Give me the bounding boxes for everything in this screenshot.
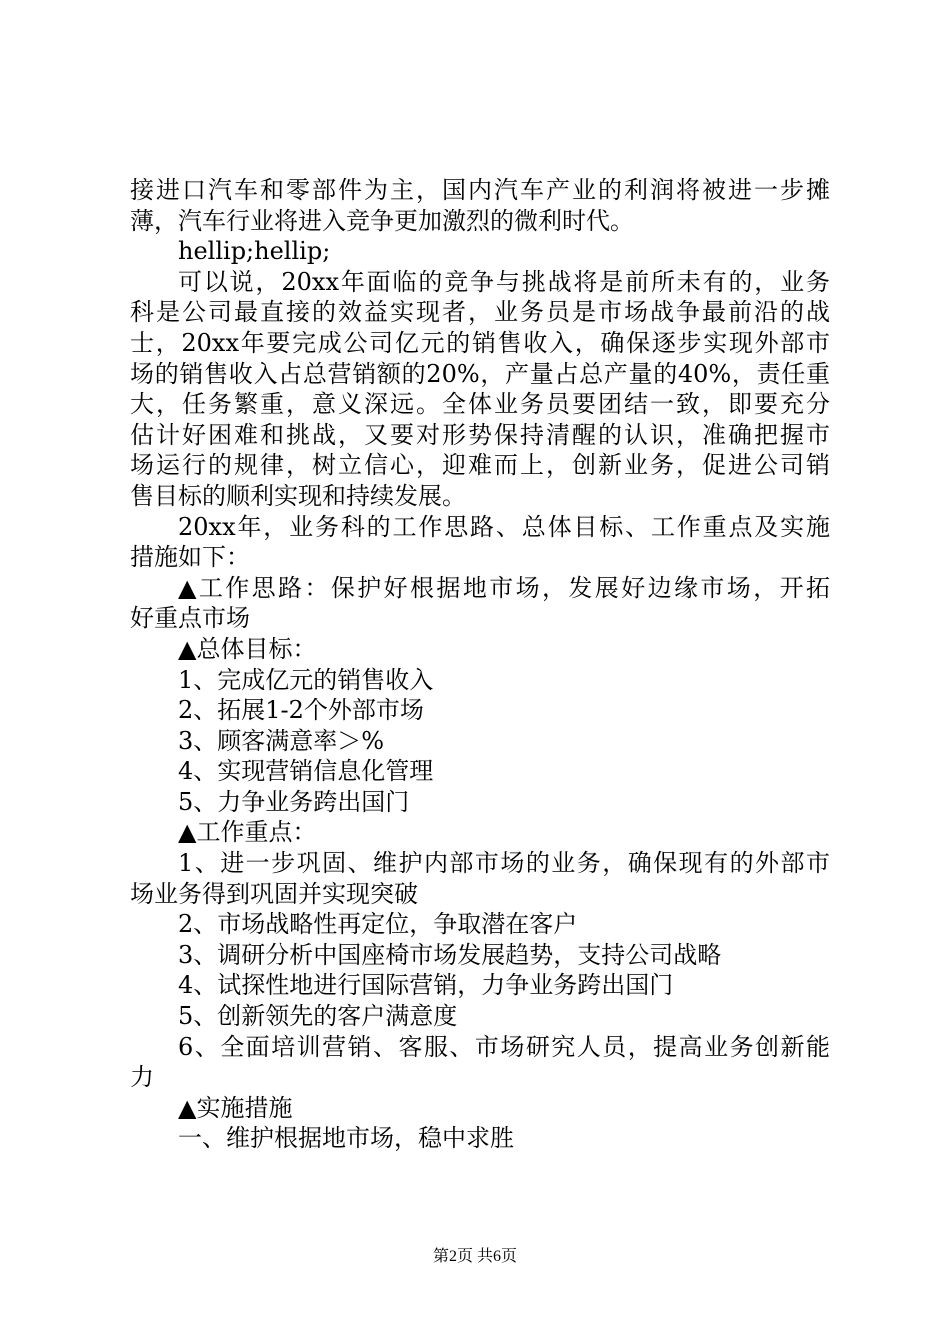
page-footer: 第2页 共6页	[432, 1248, 517, 1265]
text-line: 可以说，20xx年面临的竞争与挑战将是前所未有的，业务	[178, 267, 830, 296]
text-line: 力	[130, 1063, 154, 1092]
paragraph	[130, 175, 830, 236]
text-line: 薄，汽车行业将进入竞争更加激烈的微利时代。	[130, 206, 634, 235]
paragraph	[130, 1001, 830, 1032]
text-line: ▲工作重点：	[178, 818, 317, 847]
text-line: 接进口汽车和零部件为主，国内汽车产业的利润将被进一步摊	[130, 176, 830, 204]
text-line: 好重点市场	[130, 604, 250, 633]
text-line: 4、实现营销信息化管理	[178, 757, 434, 786]
text-line: ▲工作思路：保护好根据地市场，发展好边缘市场，开拓	[178, 573, 830, 602]
paragraph	[130, 970, 830, 1001]
text-line: 场业务得到巩固并实现突破	[130, 879, 418, 908]
paragraph	[130, 848, 830, 909]
paragraph	[130, 236, 830, 267]
text-line: ▲总体目标：	[178, 634, 317, 663]
text-line: 20xx年，业务科的工作思路、总体目标、工作重点及实施	[178, 512, 830, 541]
paragraph	[130, 756, 830, 787]
text-line: 士，20xx年要完成公司亿元的销售收入，确保逐步实现外部市	[130, 328, 830, 357]
paragraph	[130, 726, 830, 757]
text-line: 场运行的规律，树立信心，迎难而上，创新业务，促进公司销	[130, 451, 830, 480]
text-line: 5、创新领先的客户满意度	[178, 1002, 458, 1031]
text-line: 3、顾客满意率＞%	[178, 726, 385, 755]
paragraph	[130, 1032, 830, 1093]
text-line: 5、力争业务跨出国门	[178, 787, 410, 816]
text-line: 2、拓展1-2个外部市场	[178, 696, 424, 725]
text-line: 1、完成亿元的销售收入	[178, 665, 434, 694]
paragraph	[130, 1123, 830, 1154]
paragraph	[130, 1093, 830, 1124]
text-line: 售目标的顺利实现和持续发展。	[130, 481, 466, 510]
text-line: 2、市场战略性再定位，争取潜在客户	[178, 910, 578, 939]
paragraph	[130, 817, 830, 848]
paragraph	[130, 940, 830, 971]
text-line: 估计好困难和挑战，又要对形势保持清醒的认识，准确把握市	[130, 420, 830, 449]
text-line: 一、维护根据地市场，稳中求胜	[178, 1124, 514, 1153]
document-body	[130, 175, 830, 1154]
paragraph	[130, 512, 830, 573]
text-line: 措施如下：	[130, 543, 250, 572]
text-line: 场的销售收入占总营销额的20%，产量占总产量的40%，责任重	[130, 359, 830, 388]
paragraph	[130, 573, 830, 634]
text-line: 大，任务繁重，意义深远。全体业务员要团结一致，即要充分	[130, 390, 830, 419]
text-line: 3、调研分析中国座椅市场发展趋势，支持公司战略	[178, 940, 722, 969]
paragraph	[130, 909, 830, 940]
text-line: ▲实施措施	[178, 1093, 293, 1122]
text-line: hellip;hellip;	[178, 237, 331, 266]
text-line: 4、试探性地进行国际营销，力争业务跨出国门	[178, 971, 674, 1000]
text-line: 1、进一步巩固、维护内部市场的业务，确保现有的外部市	[178, 849, 830, 878]
text-line: 6、全面培训营销、客服、市场研究人员，提高业务创新能	[178, 1032, 830, 1061]
paragraph	[130, 787, 830, 818]
paragraph	[130, 695, 830, 726]
paragraph	[130, 267, 830, 512]
paragraph	[130, 665, 830, 696]
text-line: 科是公司最直接的效益实现者，业务员是市场战争最前沿的战	[130, 298, 830, 327]
paragraph	[130, 634, 830, 665]
